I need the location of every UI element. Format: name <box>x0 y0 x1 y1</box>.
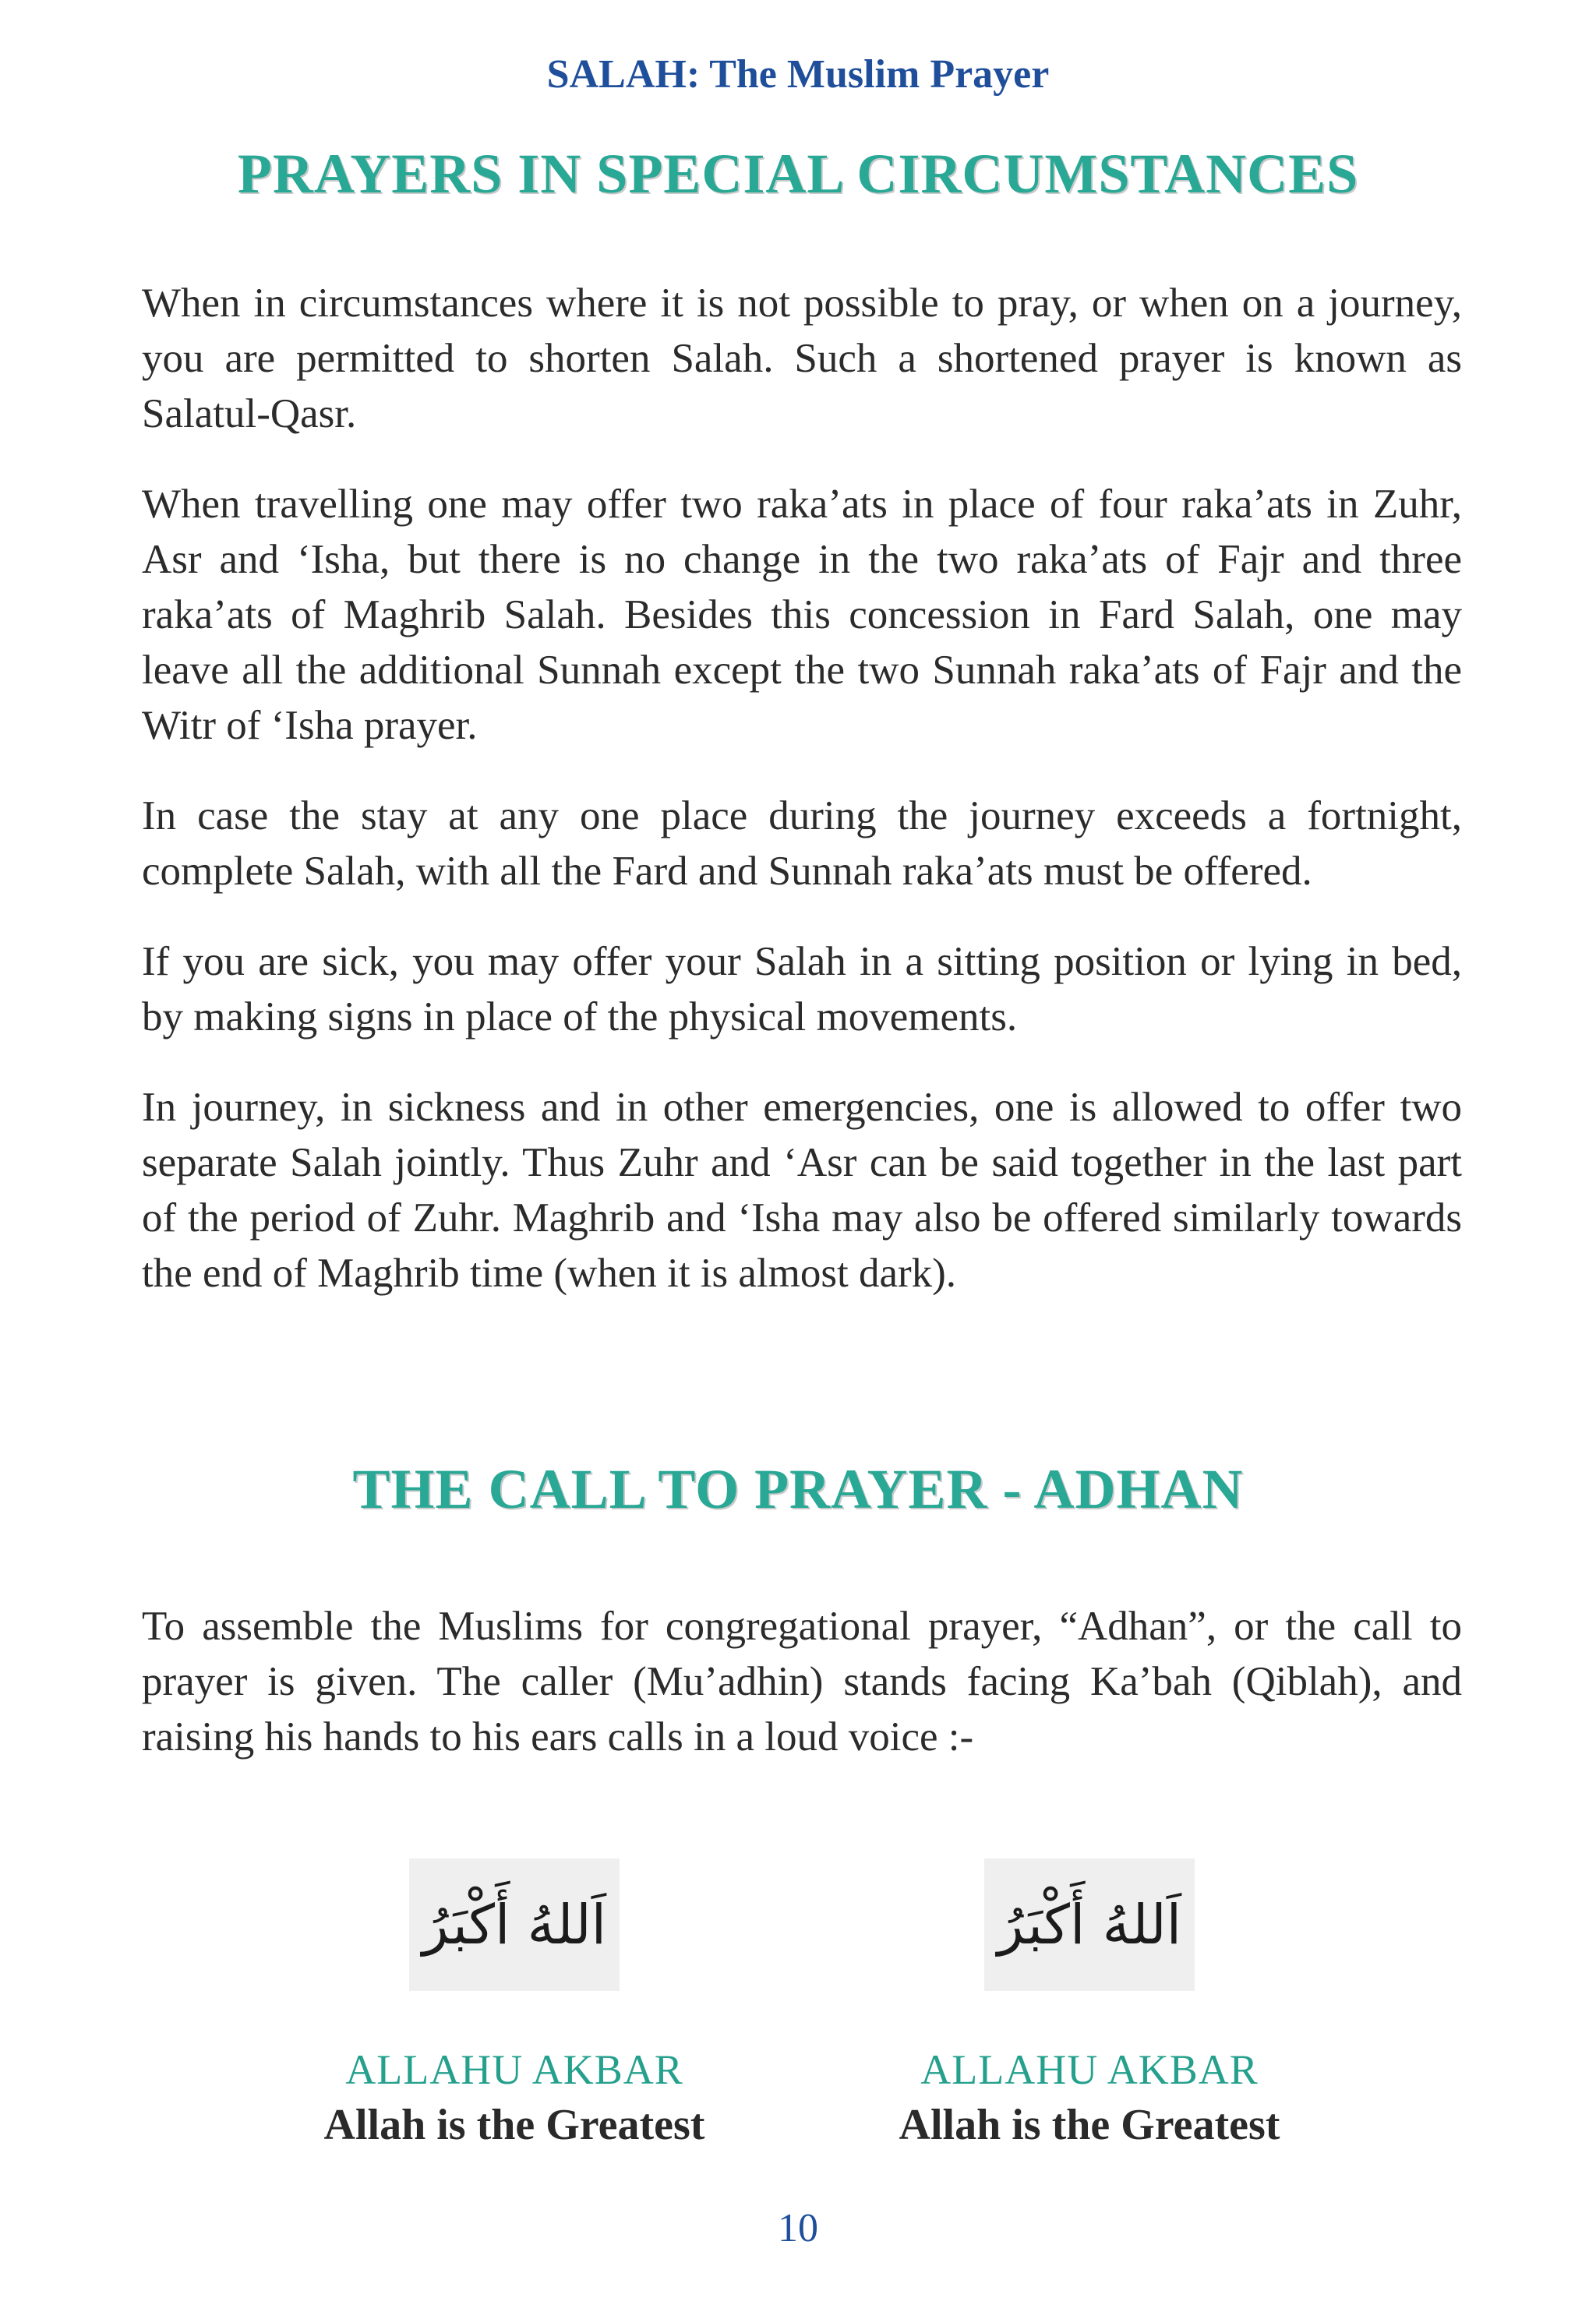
adhan-body <box>142 1599 1462 1765</box>
dua-transliteration: ALLAHU AKBAR <box>345 2046 683 2093</box>
dua-meaning: Allah is the Greatest <box>899 2101 1280 2149</box>
dua-block <box>242 1858 787 2150</box>
page-number: 10 <box>778 2206 818 2250</box>
paragraph: In case the stay at any one place during the journey exceeds a fortnight, complete Salah, with all the Fard and Sunnah raka’ats must be offered. <box>142 793 1462 894</box>
dua-meaning: Allah is the Greatest <box>323 2101 705 2149</box>
paragraph: If you are sick, you may offer your Salah in a sitting position or lying in bed, by making signs in place of the physical movements. <box>142 939 1462 1040</box>
paragraph: To assemble the Muslims for congregational prayer, “Adhan”, or the call to prayer is given. The caller (Mu’adhin) stands facing Ka’bah (Qiblah), and raising his hands to his ears calls in a loud voice :- <box>142 1604 1462 1760</box>
paragraph: When in circumstances where it is not possible to pray, or when on a journey, you are permitted to shorten Salah. Such a shortened prayer is known as Salatul-Qasr. <box>142 281 1462 436</box>
dua-block <box>817 1858 1362 2150</box>
arabic-text: اَللهُ أَكْبَرُ <box>997 1893 1182 1957</box>
arabic-calligraphy <box>984 1858 1195 1991</box>
arabic-text: اَللهُ أَكْبَرُ <box>422 1893 607 1957</box>
dua-transliteration: ALLAHU AKBAR <box>920 2046 1259 2093</box>
paragraph: In journey, in sickness and in other emergencies, one is allowed to offer two separate Salah jointly. Thus Zuhr and ‘Asr can be said together in the last part of the period of Zuhr. Maghrib and ‘Isha may also be offered similarly towards the end of Maghrib time (when it is almost dark). <box>142 1085 1462 1296</box>
special-circumstances-body <box>142 276 1462 1336</box>
running-head: SALAH: The Muslim Prayer <box>546 52 1050 97</box>
section-title-special-circumstances: PRAYERS IN SPECIAL CIRCUMSTANCES <box>237 143 1359 205</box>
section-title-adhan: THE CALL TO PRAYER - ADHAN <box>352 1458 1244 1520</box>
arabic-calligraphy <box>409 1858 620 1991</box>
paragraph: When travelling one may offer two raka’ats in place of four raka’ats in Zuhr, Asr and ‘Isha, but there is no change in the two raka’ats of Fajr and three raka’ats of Maghrib Salah. Besides this concession in Fard Salah, one may leave all the additional Sunnah except the two Sunnah raka’ats of Fajr and the Witr of ‘Isha prayer. <box>142 482 1462 748</box>
